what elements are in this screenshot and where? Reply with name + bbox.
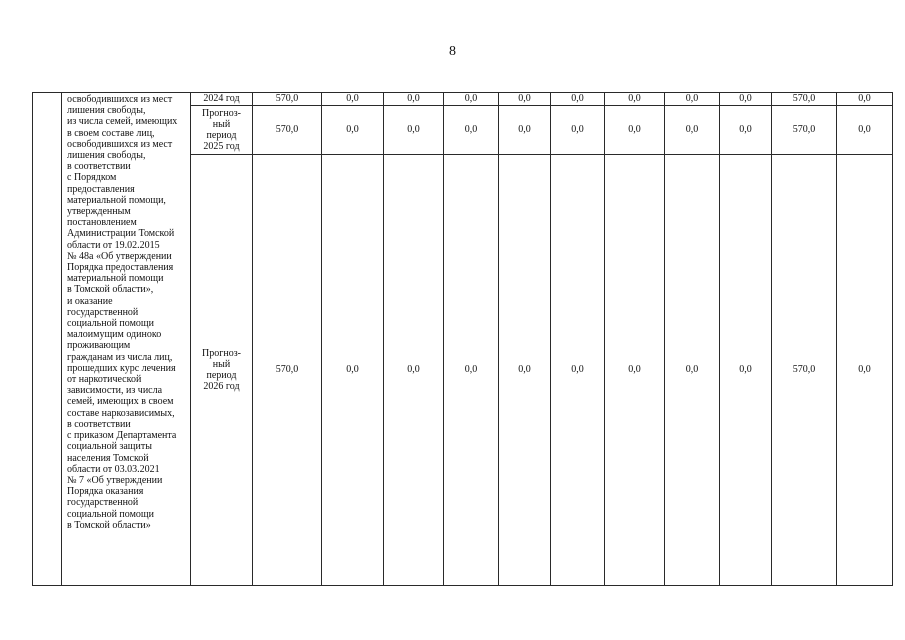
description-line: освободившихся из мест (67, 138, 173, 150)
value-cell: 0,0 (384, 93, 444, 106)
value-cell: 0,0 (384, 106, 444, 155)
description-line: государственной (67, 497, 139, 509)
description-line: в Томской области», (67, 284, 154, 296)
value-cell: 0,0 (605, 106, 665, 155)
period-label: период (206, 130, 237, 141)
value-cell: 0,0 (665, 93, 720, 106)
period-label: 2024 год (203, 93, 240, 105)
description-line: № 7 «Об утверждении (67, 474, 163, 486)
value-cell: 0,0 (551, 106, 605, 155)
period-label: ный (212, 358, 231, 370)
description-line: семей, имеющих в своем (67, 396, 174, 408)
value-cell: 0,0 (444, 93, 499, 106)
value-cell: 0,0 (665, 106, 720, 155)
description-line: населения Томской (67, 452, 149, 464)
value-cell: 570,0 (253, 93, 322, 106)
value-cell: 0,0 (322, 106, 384, 155)
description-line: гражданам из числа лиц, (67, 351, 173, 363)
description-line: утвержденным (67, 206, 131, 218)
value-cell: 0,0 (499, 93, 551, 106)
description-line: лишения свободы, (67, 150, 146, 162)
value-cell: 0,0 (720, 93, 772, 106)
description-line: в соответствии (67, 418, 131, 430)
period-cell (191, 155, 253, 586)
description-line: с приказом Департамента (67, 430, 177, 442)
description-line: социальной помощи (67, 318, 154, 330)
description-line: от наркотической (67, 374, 142, 386)
value-cell: 0,0 (720, 155, 772, 586)
value-cell: 0,0 (551, 155, 605, 586)
period-label: Прогноз- (202, 347, 241, 359)
value-cell: 570,0 (253, 155, 322, 586)
number-cell (33, 93, 62, 586)
description-line: в Томской области» (67, 519, 151, 531)
period-label: период (206, 370, 237, 381)
value-cell: 0,0 (605, 93, 665, 106)
value-cell: 0,0 (499, 155, 551, 586)
description-line: прошедших курс лечения (67, 362, 176, 374)
description-line: социальной помощи (67, 508, 154, 520)
value-cell: 0,0 (837, 106, 893, 155)
value-cell: 570,0 (772, 93, 837, 106)
description-line: материальной помощи (67, 273, 164, 285)
value-cell: 0,0 (837, 93, 893, 106)
description-line: освободившихся из мест (67, 94, 173, 105)
measure-description (62, 93, 191, 586)
value-cell: 0,0 (322, 155, 384, 586)
description-line: Порядка предоставления (67, 262, 174, 274)
description-line: государственной (67, 306, 139, 318)
value-cell: 0,0 (665, 155, 720, 586)
value-cell: 0,0 (499, 106, 551, 155)
description-line: предоставления (67, 183, 135, 195)
description-line: социальной защиты (67, 441, 152, 453)
value-cell: 0,0 (551, 93, 605, 106)
description-line: области от 19.02.2015 (67, 239, 160, 251)
description-line: составе наркозависимых, (67, 407, 175, 419)
description-line: из числа семей, имеющих (67, 116, 178, 128)
description-line: малоимущим одиноко (67, 329, 162, 341)
value-cell: 0,0 (444, 106, 499, 155)
period-label: ный (212, 118, 231, 130)
description-line: в своем составе лиц, (67, 127, 155, 139)
funding-table (32, 92, 893, 586)
description-line: в соответствии (67, 161, 131, 173)
description-line: и оказание (67, 295, 113, 307)
description-line: лишения свободы, (67, 105, 146, 117)
description-line: Порядка оказания (67, 486, 144, 498)
value-cell: 0,0 (444, 155, 499, 586)
value-cell: 570,0 (253, 106, 322, 155)
description-line: постановлением (67, 217, 137, 229)
value-cell: 0,0 (605, 155, 665, 586)
value-cell: 0,0 (384, 155, 444, 586)
period-label: Прогноз- (202, 107, 241, 119)
description-line: области от 03.03.2021 (67, 463, 160, 475)
value-cell: 0,0 (322, 93, 384, 106)
table-body (33, 93, 893, 586)
table-row (33, 93, 893, 106)
period-label: 2025 год (203, 141, 240, 153)
description-line: зависимости, из числа (67, 385, 163, 397)
page-number: 8 (449, 44, 456, 59)
value-cell: 570,0 (772, 106, 837, 155)
description-line: материальной помощи, (67, 194, 166, 206)
value-cell: 0,0 (720, 106, 772, 155)
period-cell (191, 106, 253, 155)
description-line: № 48а «Об утверждении (67, 250, 172, 262)
value-cell: 0,0 (837, 155, 893, 586)
description-line: проживающим (67, 340, 131, 352)
description-line: с Порядком (67, 172, 117, 184)
period-cell (191, 93, 253, 106)
value-cell: 570,0 (772, 155, 837, 586)
period-label: 2026 год (203, 381, 240, 393)
description-line: Администрации Томской (67, 228, 175, 240)
